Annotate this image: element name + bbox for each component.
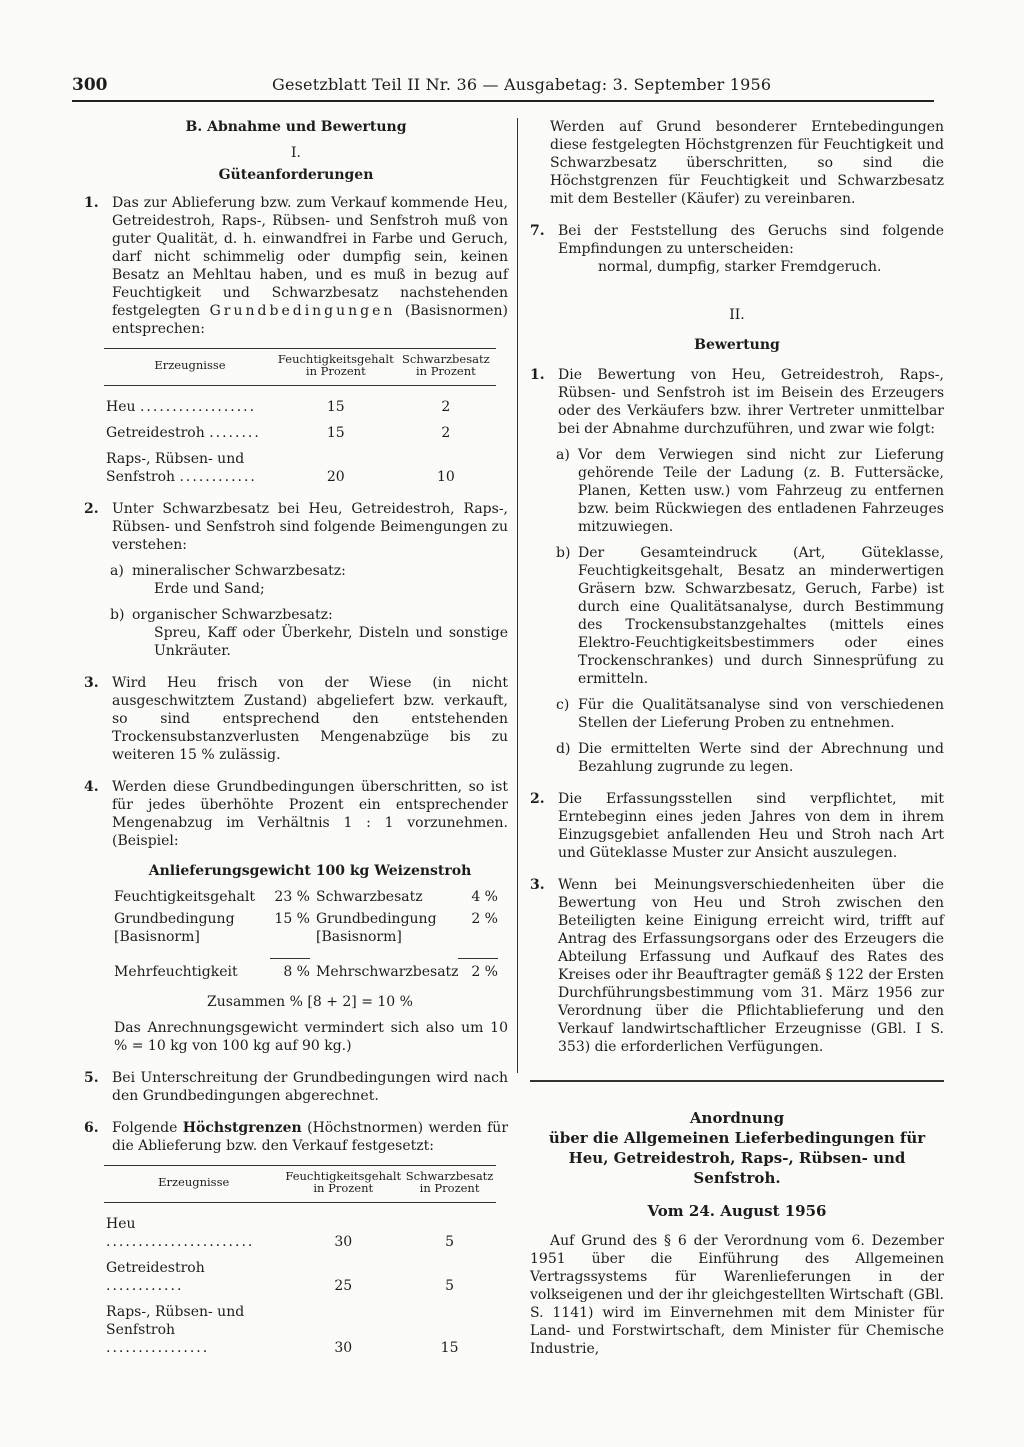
sub-item-text: mineralischer Schwarzbesatz:: [132, 563, 346, 579]
item-3: [84, 674, 508, 764]
page-header: [72, 76, 934, 102]
sub-item-b: [84, 606, 508, 660]
sub-item-text: Vor dem Verwiegen sind nicht zur Lieferung gehörende Teile der Ladung (z. B. Futtersäcke, Planen, Ketten usw.) vom Fahrzeug zu entfernen bzw. beim Rückwiegen des entladenen Fahrzeuges mitzuwiegen.: [578, 447, 944, 535]
continued-paragraph: Werden auf Grund besonderer Erntebedingungen diese festgelegten Höchstgrenzen für Feuchtigkeit und Schwarzbesatz überschritten, so sind die Höchstgrenzen für Feuchtigkeit und Schwarzbesatz mit dem Besteller (Käufer) zu vereinbaren.: [550, 119, 944, 207]
item-5: [84, 1069, 508, 1105]
leader-dots: ..................: [139, 399, 257, 415]
calc-value: 8 %: [283, 964, 310, 980]
item-text: Werden diese Grundbedingungen überschritten, so ist für jedes überhöhte Prozent ein entsprechender Mengenabzug im Verhältnis 1 : 1 vorzunehmen. (Beispiel:: [112, 779, 508, 849]
leader-dots: ............: [179, 469, 257, 485]
rating-sub-d: [530, 740, 944, 776]
sub-item-label: a): [110, 563, 124, 579]
black-admixture-value: 2: [441, 399, 451, 415]
part-one-numeral: I.: [291, 145, 301, 161]
item-text-end: (Basisnormen) entsprechen:: [112, 303, 508, 337]
item-number: 3.: [530, 877, 545, 893]
right-column: [530, 118, 944, 1358]
calc-label: Feuchtigkeitsgehalt: [114, 889, 255, 905]
sub-item-label: b): [110, 607, 125, 623]
item-4: [84, 778, 508, 850]
product-name: Getreidestroh: [106, 1260, 205, 1276]
spaced-term: Grundbedingungen: [209, 303, 396, 319]
item-number: 7.: [530, 223, 545, 239]
calc-label: Mehrschwarzbesatz: [316, 964, 459, 980]
leader-dots: .......................: [106, 1234, 255, 1250]
item-detail: normal, dumpfig, starker Fremdgeruch.: [598, 259, 882, 275]
leader-dots: ................: [106, 1340, 210, 1356]
table-header-moisture: Feuchtigkeitsgehalt in Prozent: [277, 352, 394, 378]
rating-sub-a: [530, 446, 944, 536]
item-2: [84, 500, 508, 554]
product-name: Heu: [106, 1216, 136, 1232]
item-text: Die Bewertung von Heu, Getreidestroh, Raps-, Rübsen- und Senfstroh ist im Beisein des Erzeugers oder des Verkäufers bzw. ihrer Vertreter unmittelbar bei der Abnahme durchzuführen, und zwar wie folgt:: [558, 367, 944, 437]
basis-norm-table: [104, 348, 496, 490]
calc-value: 2 %: [471, 964, 498, 980]
product-name: Raps-, Rübsen- und Senfstroh: [106, 451, 245, 485]
table-row: [104, 446, 496, 490]
item-6: [84, 1119, 508, 1155]
table-row: [104, 1203, 496, 1256]
item-1: [84, 194, 508, 338]
calc-sum: Zusammen % [8 + 2] = 10 %: [207, 994, 413, 1010]
rating-item-1: [530, 366, 944, 438]
calc-rule: [270, 958, 310, 959]
table-header-black-admixture: Schwarzbesatz in Prozent: [405, 1169, 494, 1195]
sub-item-detail: Spreu, Kaff oder Überkehr, Disteln und sonstige Unkräuter.: [154, 625, 508, 659]
table-header-products: Erzeugnisse: [158, 1175, 230, 1189]
item-text: Folgende: [112, 1120, 178, 1136]
item-text-end: (Höchstnormen) werden für die Ablieferung bzw. den Verkauf festgesetzt:: [112, 1120, 509, 1154]
item-text: Unter Schwarzbesatz bei Heu, Getreidestroh, Raps-, Rübsen- und Senfstroh sind folgende Beimengungen zu verstehen:: [112, 501, 508, 553]
rating-sub-b: [530, 544, 944, 688]
sub-item-a: [84, 562, 508, 598]
ordinance-title: [530, 1108, 944, 1188]
table-header-black-admixture: Schwarzbesatz in Prozent: [402, 352, 490, 378]
calc-value: 23 %: [274, 889, 310, 905]
item-text: Die Erfassungsstellen sind verpflichtet, mit Erntebeginn eines jeden Jahres von dem in ihrem Einzugsgebiet anfallenden Heu und Stroh nach Art und Güteklasse Muster zur Ansicht auszulegen.: [558, 791, 944, 861]
calc-label: Schwarzbesatz: [316, 889, 423, 905]
table-row: [104, 420, 496, 446]
item-number: 3.: [84, 675, 99, 691]
black-admixture-value: 5: [445, 1234, 455, 1250]
item-number: 1.: [530, 367, 545, 383]
sub-item-label: c): [556, 697, 570, 713]
calc-result: Das Anrechnungsgewicht vermindert sich also um 10 % = 10 kg von 100 kg auf 90 kg.): [114, 1020, 508, 1054]
column-divider: [517, 118, 518, 1073]
ordinance-subject: über die Allgemeinen Lieferbedingungen für Heu, Getreidestroh, Raps-, Rübsen- und Senfstroh.: [548, 1129, 926, 1187]
product-name: Raps-, Rübsen- und Senfstroh: [106, 1304, 245, 1338]
item-text: Das zur Ablieferung bzw. zum Verkauf kommende Heu, Getreidestroh, Raps-, Rübsen- und Senfstroh muß von guter Qualität, d. h. einwandfrei in Farbe und Geruch, darf nicht schimmelig oder dumpfig sein, keinen Besatz an Mehltau haben, und es muß in bezug auf Feuchtigkeit und Schwarzbesatz nachstehenden festgelegten: [112, 195, 508, 319]
left-column: [84, 118, 508, 1367]
item-text: Wenn bei Meinungsverschiedenheiten über die Bewertung von Heu und Stroh zwischen den Beteiligten keine Einigung erreicht wird, trifft auf Antrag des Erfassungsorgans oder des Erzeugers die Abteilung Erfassung und Aufkauf des Rates des Kreises oder ihr Beauftragter gemäß § 122 der Ersten Durchführungsbestimmung vom 31. März 1956 zur Verordnung über die Pflichtablieferung und den Verkauf landwirtschaftlicher Erzeugnisse (GBl. I S. 353) die erforderlichen Verfügungen.: [558, 877, 944, 1055]
item-number: 2.: [84, 501, 99, 517]
sub-item-detail: Erde und Sand;: [154, 581, 265, 597]
black-admixture-value: 15: [440, 1340, 459, 1356]
rating-sub-c: [530, 696, 944, 732]
item-number: 6.: [84, 1120, 99, 1136]
sub-item-text: organischer Schwarzbesatz:: [132, 607, 333, 623]
page-number: 300: [72, 75, 108, 95]
moisture-value: 15: [326, 399, 345, 415]
sub-item-text: Für die Qualitätsanalyse sind von verschiedenen Stellen der Lieferung Proben zu entnehmen.: [578, 697, 944, 731]
rating-item-3: [530, 876, 944, 1056]
moisture-value: 30: [334, 1234, 353, 1250]
maximum-norm-table: [104, 1165, 496, 1361]
ordinance-date: Vom 24. August 1956: [647, 1202, 827, 1220]
calc-value: 2 %: [471, 911, 498, 927]
sub-item-label: b): [556, 545, 571, 561]
table-row: [104, 1299, 496, 1361]
example-title: Anlieferungsgewicht 100 kg Weizenstroh: [148, 863, 472, 879]
black-admixture-value: 10: [436, 469, 455, 485]
sub-item-text: Die ermittelten Werte sind der Abrechnung und Bezahlung zugrunde zu legen.: [578, 741, 944, 775]
item-text: Wird Heu frisch von der Wiese (in nicht ausgeschwitztem Zustand) abgeliefert bzw. verkauft, so sind entsprechend den entstehenden Trockensubstanzverlusten Mengenabzüge bis zu weiteren 15 % zulässig.: [112, 675, 508, 763]
part-two-title: Bewertung: [694, 337, 780, 353]
product-name: Heu: [106, 399, 136, 415]
table-header-products: Erzeugnisse: [154, 358, 226, 372]
item-7: [530, 222, 944, 276]
calc-value: 15 %: [274, 911, 310, 927]
calc-rule: [458, 958, 498, 959]
table-row: [104, 1255, 496, 1299]
rating-item-2: [530, 790, 944, 862]
item-text-bold: Höchstgrenzen: [182, 1120, 302, 1136]
publication-header: Gesetzblatt Teil II Nr. 36 — Ausgabetag: 3. September 1956: [272, 75, 772, 94]
calc-label: Grundbedingung [Basisnorm]: [316, 911, 437, 945]
section-separator: [530, 1080, 944, 1082]
ordinance-heading: Anordnung: [689, 1109, 785, 1127]
leader-dots: ............: [106, 1278, 184, 1294]
item-number: 4.: [84, 779, 99, 795]
table-row: [104, 386, 496, 421]
product-name: Getreidestroh: [106, 425, 205, 441]
example-calculation: [114, 888, 508, 981]
sub-item-text: Der Gesamteindruck (Art, Güteklasse, Feuchtigkeitsgehalt, Besatz an minderwertigen Gräsern bzw. Schwarzbesatz, Geruch, Farbe) ist durch eine Qualitätsanalyse, durch Bestimmung des Trockensubstanzgehaltes (mittels eines Elektro-Feuchtigkeitsbestimmers oder eines Trockenschrankes) und durch Sinnesprüfung zu ermitteln.: [578, 545, 944, 687]
item-text: Bei der Feststellung des Geruchs sind folgende Empfindungen zu unterscheiden:: [558, 223, 944, 257]
calc-label: Mehrfeuchtigkeit: [114, 964, 238, 980]
item-number: 5.: [84, 1070, 99, 1086]
sub-item-label: d): [556, 741, 571, 757]
black-admixture-value: 2: [441, 425, 451, 441]
item-number: 1.: [84, 195, 99, 211]
black-admixture-value: 5: [445, 1278, 455, 1294]
sub-item-label: a): [556, 447, 570, 463]
leader-dots: ........: [209, 425, 261, 441]
section-title: B. Abnahme und Bewertung: [185, 119, 407, 135]
moisture-value: 30: [334, 1340, 353, 1356]
item-number: 2.: [530, 791, 545, 807]
moisture-value: 20: [326, 469, 345, 485]
calc-label: Grundbedingung [Basisnorm]: [114, 911, 235, 945]
moisture-value: 15: [326, 425, 345, 441]
table-header-moisture: Feuchtigkeitsgehalt in Prozent: [285, 1169, 402, 1195]
item-text: Bei Unterschreitung der Grundbedingungen wird nach den Grundbedingungen abgerechnet.: [112, 1070, 508, 1104]
part-two-numeral: II.: [729, 307, 745, 323]
ordinance-preamble: Auf Grund des § 6 der Verordnung vom 6. Dezember 1951 über die Einführung des Allgemeinen Vertragssystems für Warenlieferungen in der volkseigenen und der ihr gleichgestellten Wirtschaft (GBl. S. 1141) wird im Einvernehmen mit dem Minister für Land- und Forstwirtschaft, dem Minister für Chemische Industrie,: [530, 1233, 944, 1357]
moisture-value: 25: [334, 1278, 353, 1294]
calc-value: 4 %: [471, 889, 498, 905]
part-one-title: Güteanforderungen: [218, 167, 374, 183]
